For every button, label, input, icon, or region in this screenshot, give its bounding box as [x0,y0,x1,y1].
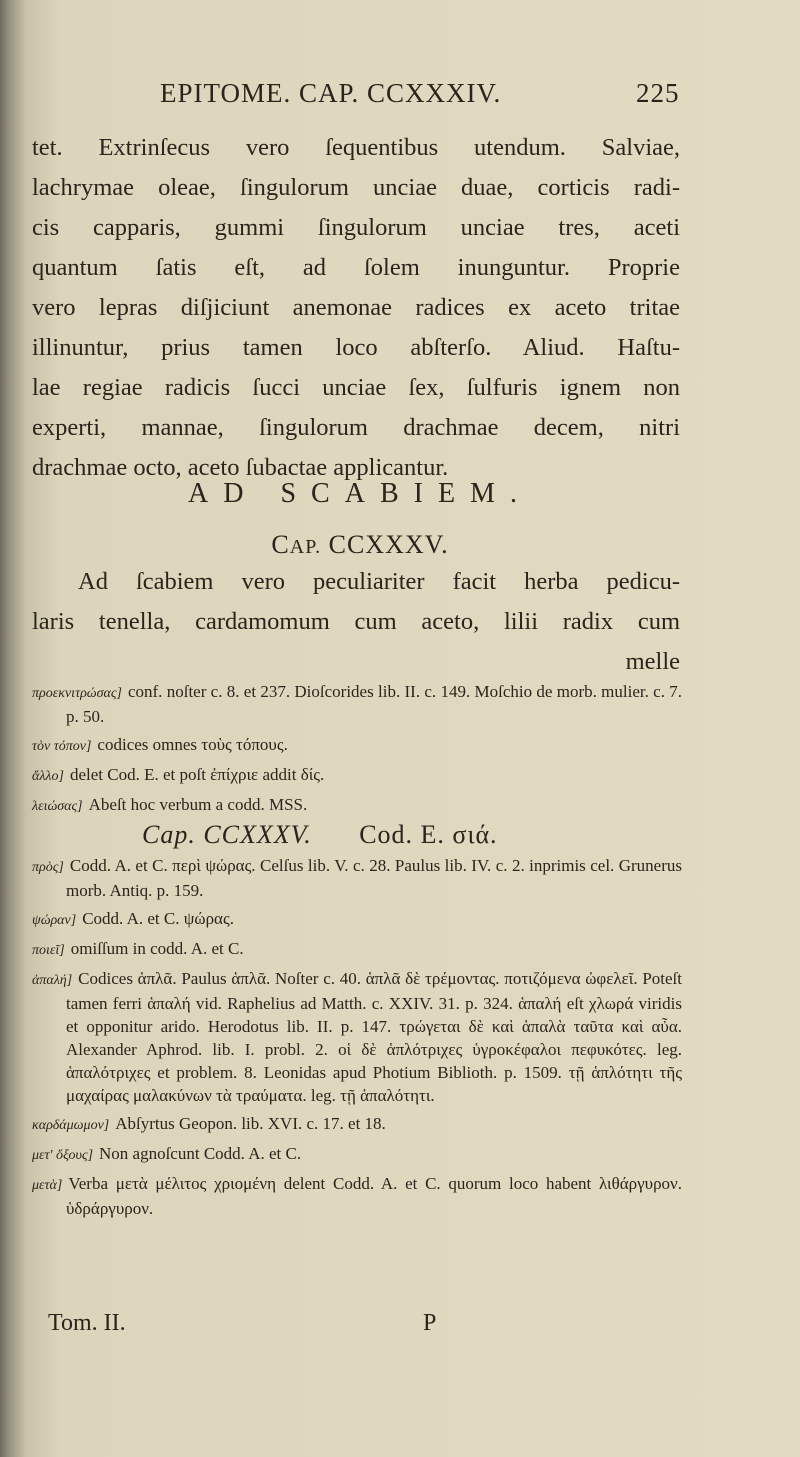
footnote [32,854,682,902]
footnote-text: Codices ἁπλᾶ. Paulus ἁπλᾶ. Noſter c. 40. ἁπλᾶ δὲ τρέμοντας. ποτιζόμενα ὠφελεῖ. Poteſt tamen ferri ἁπαλή vid. Raphelius ad Matth. c. XXIV. 31. p. 324. ἁπαλή eſt χλωρά viridis et opponitur arido. Herodotus lib. II. p. 147. τρώγεται δὲ καὶ ἁπαλὰ ταῦτα καὶ αὖα. Alexander Aphrod. lib. I. probl. 2. οἱ δὲ ἁπλότριχες ὑγροκέφαλοι πεφυκότες. leg. ἁπαλότριχες et problem. 8. Leonidas apud Photium Biblioth. p. 1509. τῇ ἁπλότητι τῆς μαχαίρας μαλακύνων τὰ τραύματα. leg. τῇ ἁπαλότητι. [66,969,682,1105]
footnote-text: Codd. A. et C. ψώρας. [82,909,234,928]
footnote-lemma: ἄλλο] [32,769,64,784]
cap-number: CCXXXV. [328,530,449,559]
footnote-lemma: τὸν τόπον] [32,739,92,754]
footnote-chapter-heading [142,820,682,849]
footnote-text: Non agnoſcunt Codd. A. et C. [99,1144,302,1163]
footnote [32,907,682,932]
signature-mark: P [423,1310,437,1336]
text-line: cis capparis, gummi ſingulorum unciae tres, aceti [32,214,680,241]
page-footer [48,1310,468,1337]
footnote [32,763,682,788]
footnote [32,937,682,962]
text-line: melle [625,648,680,675]
main-text [32,128,680,488]
page-number: 225 [636,78,680,108]
cap-prefix: C [271,530,290,559]
text-line: quantum ſatis eſt, ad ſolem inunguntur. Proprie [32,254,680,281]
footnote [32,967,682,1107]
footnote-text: Abeſt hoc verbum a codd. MSS. [88,795,308,814]
footnote-lemma: λειώσας] [32,799,83,814]
footnote-cod: Cod. E. σιά. [359,820,498,849]
chapter-heading [0,530,720,560]
footnote-text: Verba μετὰ μέλιτος χριομένη delent Codd. A. et C. quorum loco habent λιθάργυρον. ὑδράργυρον. [66,1174,682,1218]
text-line: lachrymae oleae, ſingulorum unciae duae, corticis radi- [32,174,680,201]
footnote [32,1112,682,1137]
text-line: tet. Extrinſecus vero ſequentibus utendum. Salviae, [32,134,680,161]
text-line: Ad ſcabiem vero peculiariter facit herba pedicu- [78,568,680,595]
running-title: EPITOME. CAP. CCXXXIV. [160,78,502,108]
footnote [32,1142,682,1167]
text-line: experti, mannae, ſingulorum drachmae decem, nitri [32,414,680,441]
footnote-text: codices omnes τοὺς τόπους. [97,735,288,754]
footnote-text: Codd. A. et C. περὶ ψώρας. Celſus lib. V. c. 28. Paulus lib. IV. c. 2. inprimis cel. Grunerus morb. Antiq. p. 159. [66,856,682,900]
footnote [32,680,682,728]
footnote-lemma: μετ' ὄξους] [32,1148,94,1163]
footnote-lemma: πρὸς] [32,860,64,875]
running-header [0,78,800,118]
section-text [32,562,680,682]
footnote-lemma: ψώραν] [32,913,77,928]
footnotes [32,680,682,1225]
footnote [32,793,682,818]
volume-label: Tom. II. [48,1310,126,1336]
footnote-cap: Cap. CCXXXV. [142,820,312,849]
footnote [32,733,682,758]
cap-prefix-small: AP. [289,536,322,558]
text-line: vero lepras diſjiciunt anemonae radices ex aceto tritae [32,294,680,321]
text-line: drachmae octo, aceto ſubactae applicantur. [32,454,449,481]
footnote-text: omiſſum in codd. A. et C. [70,939,244,958]
footnote-lemma: καρδάμωμον] [32,1118,110,1133]
footnote-lemma: μετὰ] [32,1178,63,1193]
footnote [32,1172,682,1220]
footnote-lemma: ἁπαλή] [32,973,73,988]
footnote-lemma: προεκνιτρώσας] [32,686,122,701]
text-line: laris tenella, cardamomum cum aceto, lilii radix cum [32,608,680,635]
text-line: lae regiae radicis ſucci unciae ſex, ſulfuris ignem non [32,374,680,401]
footnote-lemma: ποιεῖ] [32,943,65,958]
footnote-text: conf. noſter c. 8. et 237. Dioſcorides lib. II. c. 149. Moſchio de morb. mulier. c. 7. p. 50. [66,682,682,726]
footnote-text: Abſyrtus Geopon. lib. XVI. c. 17. et 18. [115,1114,386,1133]
footnote-text: delet Cod. E. et poſt ἐπίχριε addit δίς. [69,765,325,784]
section-title: AD SCABIEM. [188,478,532,509]
text-line: illinuntur, prius tamen loco abſterſo. Aliud. Haſtu- [32,334,680,361]
